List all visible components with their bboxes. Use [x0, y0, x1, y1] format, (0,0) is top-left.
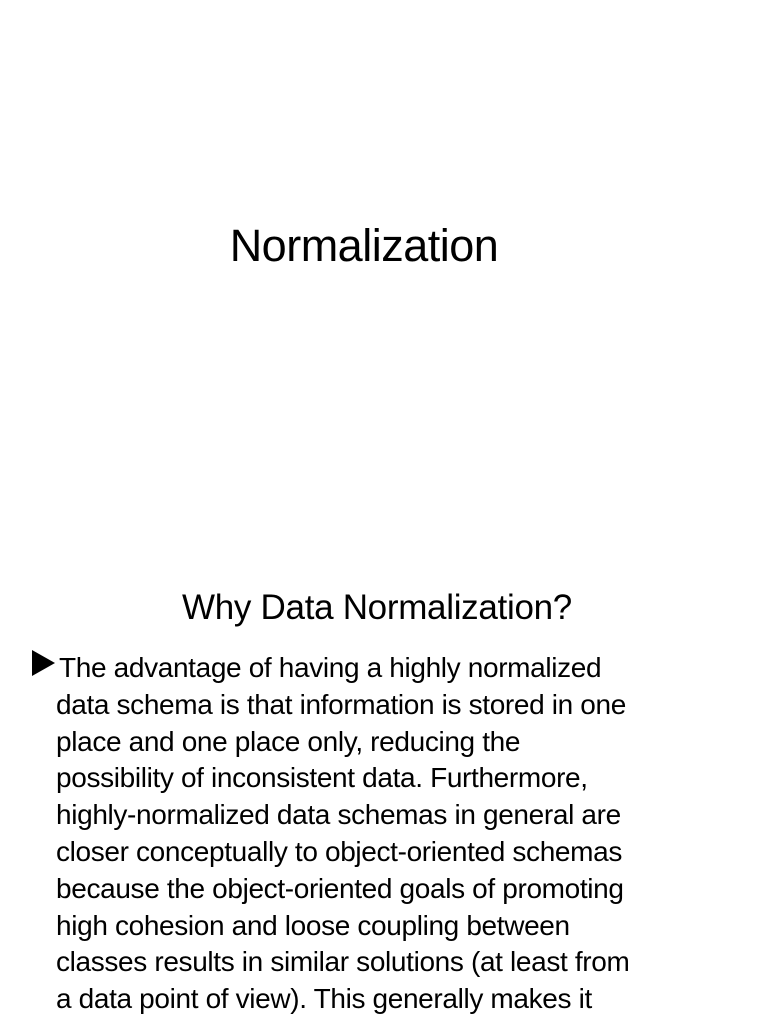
bullet-line: place and one place only, reducing the	[56, 725, 521, 757]
bullet-paragraph	[56, 650, 736, 1018]
bullet-line: The advantage of having a highly normalized	[59, 652, 602, 683]
bullet-line: highly-normalized data schemas in general are	[56, 799, 621, 831]
bullet-line: high cohesion and loose coupling between	[56, 909, 570, 941]
slide-heading: Why Data Normalization?	[182, 588, 572, 627]
bullet-line: possibility of inconsistent data. Furthermore,	[56, 762, 588, 794]
bullet-line: classes results in similar solutions (at least from	[56, 946, 630, 978]
bullet-line: because the object-oriented goals of promoting	[56, 872, 624, 904]
bullet-line: a data point of view). This generally makes it	[56, 983, 592, 1015]
triangle-right-icon	[31, 650, 55, 676]
slide-title: Normalization	[229, 220, 499, 271]
bullet-line: closer conceptually to object-oriented schemas	[56, 835, 622, 867]
bullet-line: data schema is that information is stored in one	[56, 688, 626, 720]
